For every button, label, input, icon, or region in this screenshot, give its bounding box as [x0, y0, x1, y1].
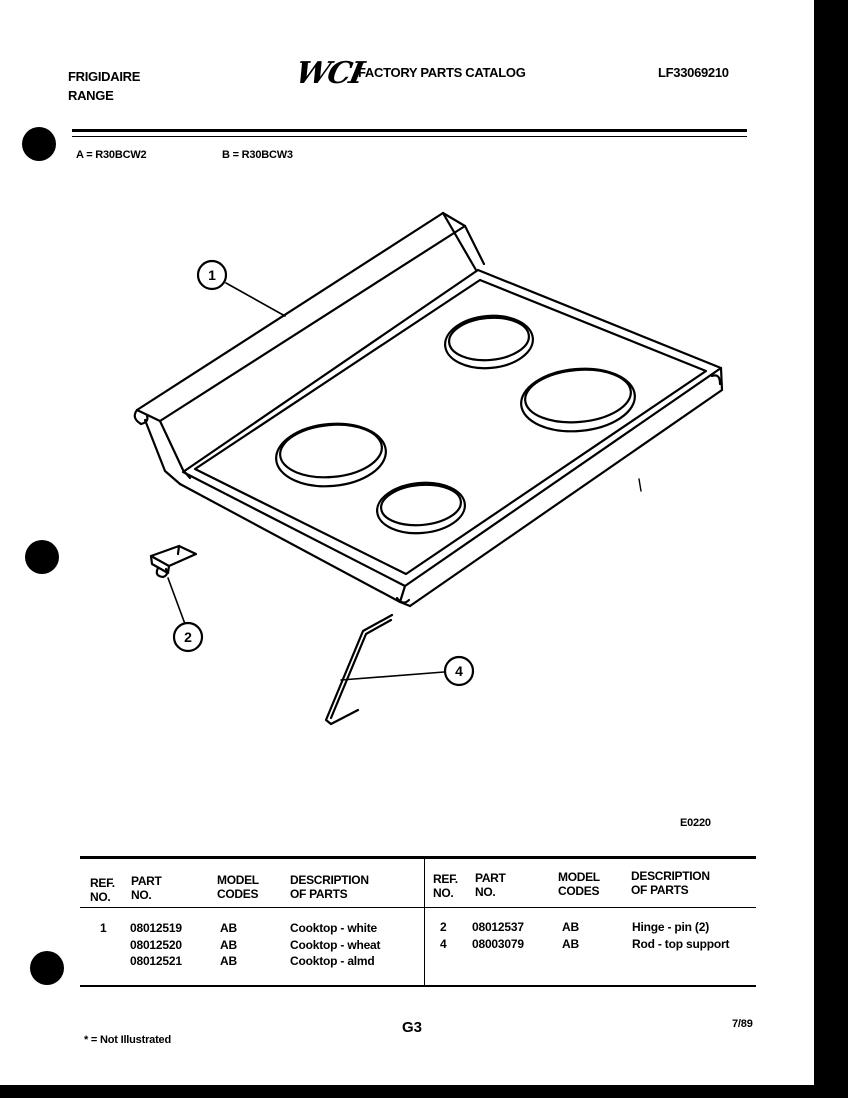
table-cell: 08012537: [472, 920, 524, 934]
col-header-model-right: MODEL CODES: [558, 870, 600, 898]
table-cell: 08012521: [130, 954, 182, 968]
table-cell: Cooktop - white: [290, 921, 377, 935]
table-top-rule: [80, 856, 756, 859]
right-ref-column: [440, 919, 446, 952]
leader-line-4: [341, 672, 444, 680]
catalog-number: LF33069210: [658, 65, 729, 80]
leader-line-2: [168, 578, 185, 624]
revision-date: 7/89: [732, 1018, 753, 1030]
col-header-part-right: PART NO.: [475, 871, 506, 899]
col-header-model-left: MODEL CODES: [217, 873, 259, 901]
table-cell: Rod - top support: [632, 936, 730, 951]
table-header-rule: [80, 907, 756, 908]
table-cell: 08003079: [472, 936, 524, 951]
not-illustrated-note: * = Not Illustrated: [84, 1034, 171, 1046]
left-desc-column: [290, 920, 380, 970]
left-code-column: [220, 920, 237, 970]
table-cell: 4: [440, 936, 447, 951]
right-part-column: [472, 919, 524, 952]
table-cell: 08012520: [130, 937, 182, 952]
table-center-divider: [424, 858, 425, 985]
figure-code: E0220: [680, 817, 711, 829]
hinge-part: [151, 546, 196, 577]
wci-logo: WCI: [292, 56, 366, 91]
table-cell: 08012519: [130, 921, 182, 935]
table-cell: AB: [562, 920, 579, 934]
col-header-desc-right: DESCRIPTION OF PARTS: [631, 869, 710, 897]
brand-name: FRIGIDAIRE: [68, 69, 141, 84]
table-cell: AB: [220, 937, 237, 952]
left-ref-column: [100, 920, 106, 937]
model-key-b: B = R30BCW3: [222, 149, 293, 161]
table-cell: Hinge - pin (2): [632, 920, 709, 934]
callout-label-1: 1: [208, 267, 216, 283]
col-header-ref-left: REF. NO.: [90, 876, 115, 904]
right-code-column: [562, 919, 579, 952]
table-cell: AB: [220, 921, 237, 935]
col-header-part-left: PART NO.: [131, 874, 162, 902]
model-key-a: A = R30BCW2: [76, 149, 147, 161]
col-header-desc-left: DESCRIPTION OF PARTS: [290, 873, 369, 901]
table-cell: AB: [220, 954, 237, 968]
catalog-title: FACTORY PARTS CATALOG: [358, 65, 526, 80]
table-cell: 1: [100, 921, 107, 935]
table-cell: 2: [440, 920, 447, 934]
callout-label-4: 4: [455, 663, 463, 679]
col-header-ref-right: REF. NO.: [433, 872, 458, 900]
callout-label-2: 2: [184, 629, 192, 645]
product-name: RANGE: [68, 88, 114, 103]
right-desc-column: [632, 919, 729, 952]
table-cell: AB: [562, 936, 579, 951]
page-number: G3: [402, 1019, 423, 1036]
left-part-column: [130, 920, 182, 970]
leader-line-1: [226, 283, 285, 316]
table-cell: Cooktop - wheat: [290, 937, 381, 952]
table-bottom-rule: [80, 985, 756, 987]
rod-part: [326, 615, 392, 724]
table-cell: Cooktop - almd: [290, 954, 375, 968]
